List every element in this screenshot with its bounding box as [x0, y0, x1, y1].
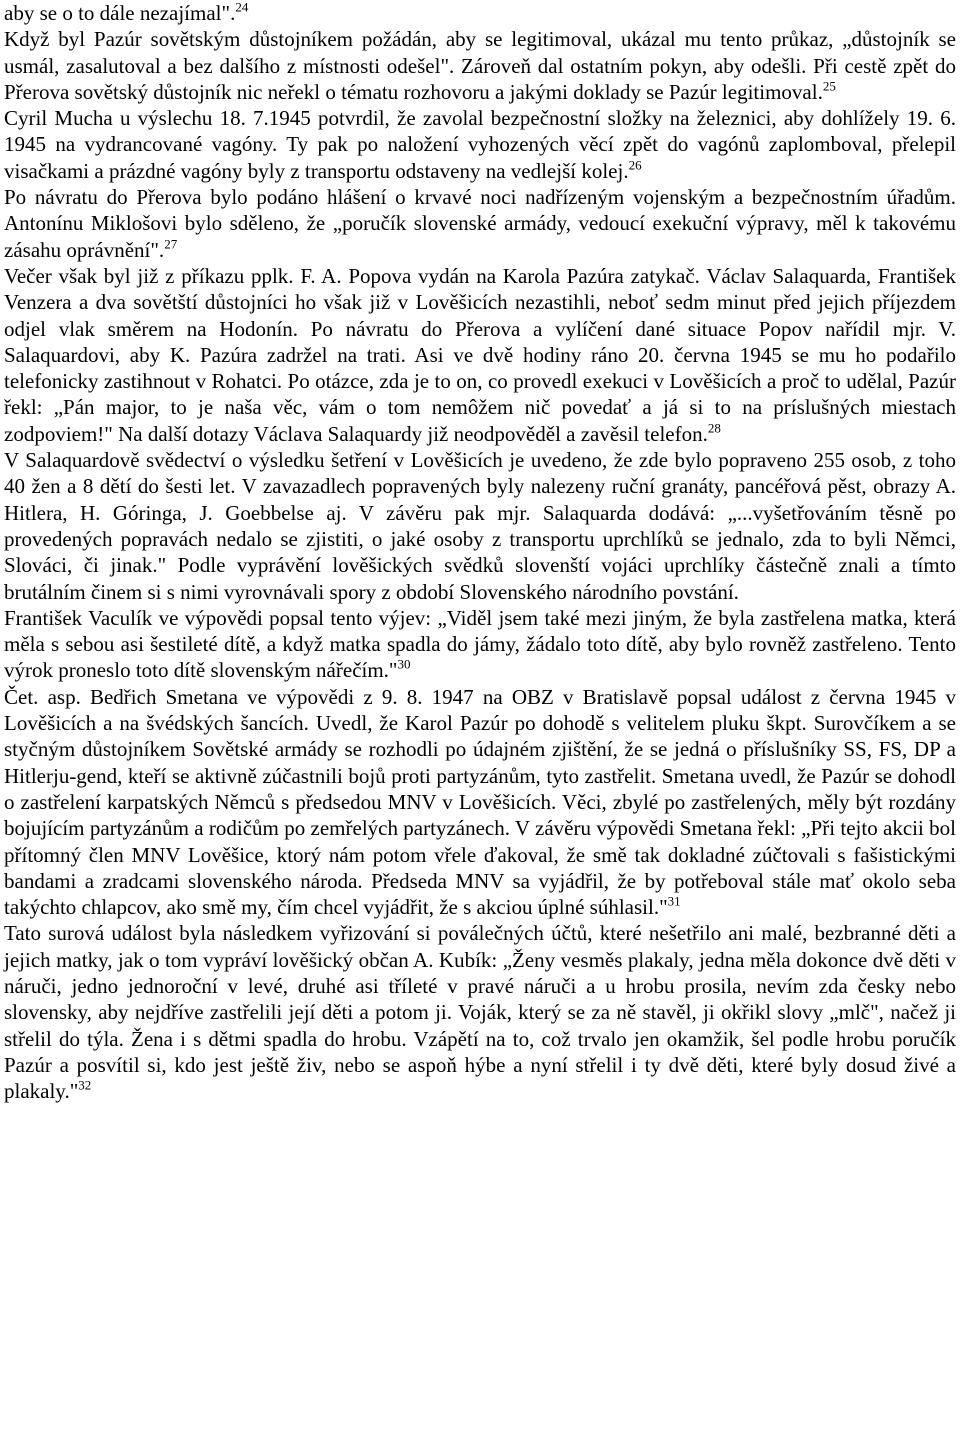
paragraph-4 — [4, 184, 956, 263]
paragraph-text: Tato surová událost byla následkem vyřizování si poválečných účtů, které nešetřilo ani malé, bezbranné děti a jejich matky, jak o tom vypráví lověšický občan A. Kubík: „Ženy vesměs plakaly, jedna měla dokonce dvě děti v náruči, jedno jednoroční v levé, druhé asi tříleté v pravé náruči a u hrobu prosila, nevím zda česky nebo slovensky, aby nejdříve zastřelili její děti a potom ji. Voják, který se za ně stavěl, ji okřikl slovy „mlč", načež ji střelil do týla. Žena i s dětmi spadla do hrobu. Vzápětí na to, což trvalo jen okamžik, šel podle hrobu poručík Pazúr a posvítil si, kdo jest ještě živ, nebo se aspoň hýbe a nyní střelil i ty dvě děti, které byly dosud živé a plakaly." — [4, 921, 956, 1104]
footnote-ref[interactable]: 26 — [628, 157, 642, 173]
paragraph-text: Cyril Mucha u výslechu 18. 7.1945 potvrdil, že zavolal bezpečnostní složky na železnici, aby dohlížely 19. 6. 1945 na vydrancované vagóny. Ty pak po naložení vyhozených věcí zpět do vagónů zaplomboval, přelepil visačkami a prázdné vagóny byly z transportu odstaveny na vedlejší kolej. — [4, 106, 956, 183]
footnote-ref[interactable]: 27 — [164, 236, 178, 252]
footnote-ref[interactable]: 25 — [822, 78, 836, 94]
footnote-ref[interactable]: 30 — [397, 656, 411, 672]
paragraph-text: aby se o to dále nezajímal". — [4, 1, 236, 25]
paragraph-3 — [4, 105, 956, 184]
footnote-ref[interactable]: 32 — [78, 1077, 92, 1093]
paragraph-text: Večer však byl již z příkazu pplk. F. A. Popova vydán na Karola Pazúra zatykač. Václav Salaquarda, František Venzera a dva sovětští důstojníci ho však již v Lověšicích nezastihli, neboť sedm minut před jejich příjezdem odjel vlak směrem na Hodonín. Po návratu do Přerova a vylíčení dané situace Popov nařídil mjr. V. Salaquardovi, aby K. Pazúra zadržel na trati. Asi ve dvě hodiny ráno 20. června 1945 se mu ho podařilo telefonicky zastihnout v Rohatci. Po otázce, zda je to on, co provedl exekuci v Lověšicích a proč to udělal, Pazúr řekl: „Pán major, to je naša věc, vám o tom nemôžem nič povedať a já si to na príslušných miestach zodpoviem!" Na další dotazy Václava Salaquardy již neodpověděl a zavěsil telefon. — [4, 263, 956, 446]
footnote-ref[interactable]: 24 — [235, 0, 249, 15]
paragraph-6 — [4, 447, 956, 605]
paragraph-7 — [4, 605, 956, 684]
paragraph-text: V Salaquardově svědectví o výsledku šetření v Lověšicích je uvedeno, že zde bylo popraveno 255 osob, z toho 40 žen a 8 dětí do šesti let. V zavazadlech popravených byly nalezeny ruční granáty, pancéřová pěst, obrazy A. Hitlera, H. Góringa, J. Goebbelse aj. V závěru pak mjr. Salaquarda dodává: „...vyšetřováním těsně po provedených popravách nedalo se zjistiti, o jaké osoby z transportu uprchlíků se jednalo, zda to byli Němci, Slováci, či jinak." Podle vyprávění lověšických svědků slovenští vojáci uprchlíky částečně znali a tímto brutálním činem si s nimi vyrovnávali spory z období Slovenského národního povstání. — [4, 448, 956, 604]
paragraph-text: Po návratu do Přerova bylo podáno hlášení o krvavé noci nadřízeným vojenským a bezpečnostním úřadům. Antonínu Miklošovi bylo sděleno, že „poručík slovenské armády, vedoucí exekuční výpravy, měl k takovému zásahu oprávnění". — [4, 185, 956, 262]
paragraph-5 — [4, 263, 956, 447]
footnote-ref[interactable]: 31 — [667, 893, 681, 909]
footnote-ref[interactable]: 28 — [707, 420, 721, 436]
paragraph-2 — [4, 26, 956, 105]
paragraph-text: Čet. asp. Bedřich Smetana ve výpovědi z 9. 8. 1947 na OBZ v Bratislavě popsal událost z června 1945 v Lověšicích a na švédských šancích. Uvedl, že Karol Pazúr po dohodě s velitelem pluku škpt. Surovčíkem a se styčným důstojníkem Sovětské armády se rozhodli po údajném zjištění, že se jedná o příslušníky SS, FS, DP a Hitlerju-gend, kteří se aktivně zúčastnili bojů proti partyzánům, tyto zastřelit. Smetana uvedl, že Pazúr se dohodl o zastřelení karpatských Němců s předsedou MNV v Lověšicích. Věci, zbylé po zastřelených, měly být rozdány bojujícím partyzánům a rodičům po zemřelých partyzánech. V závěru výpovědi Smetana řekl: „Při tejto akcii bol přítomný člen MNV Lověšice, ktorý nám potom vřele ďakoval, že smě tak dokladné zúčtovali s fašistickými bandami a zradcami slovenského národa. Předseda MNV sa vyjádřil, že by potřeboval stále mať okolo seba takýchto chlapcov, ako smě my, čím chcel vyjádřit, že s akciou úplné súhlasil." — [4, 684, 956, 920]
paragraph-9 — [4, 920, 956, 1104]
paragraph-text: František Vaculík ve výpovědi popsal tento výjev: „Viděl jsem také mezi jiným, že byla zastřelena matka, která měla s sebou asi šestileté dítě, a když matka spadla do jámy, žádalo toto dítě, aby bylo rovněž zastřeleno. Tento výrok proneslo toto dítě slovenským nářečím." — [4, 605, 956, 683]
paragraph-text: Když byl Pazúr sovětským důstojníkem požádán, aby se legitimoval, ukázal mu tento průkaz, „důstojník se usmál, zasalutoval a bez dalšího z místnosti odešel". Zároveň dal ostatním pokyn, aby odešli. Při cestě zpět do Přerova sovětský důstojník nic neřekl o tématu rozhovoru a jakými doklady se Pazúr legitimoval. — [4, 27, 956, 104]
paragraph-1 — [4, 0, 956, 26]
paragraph-8 — [4, 684, 956, 921]
